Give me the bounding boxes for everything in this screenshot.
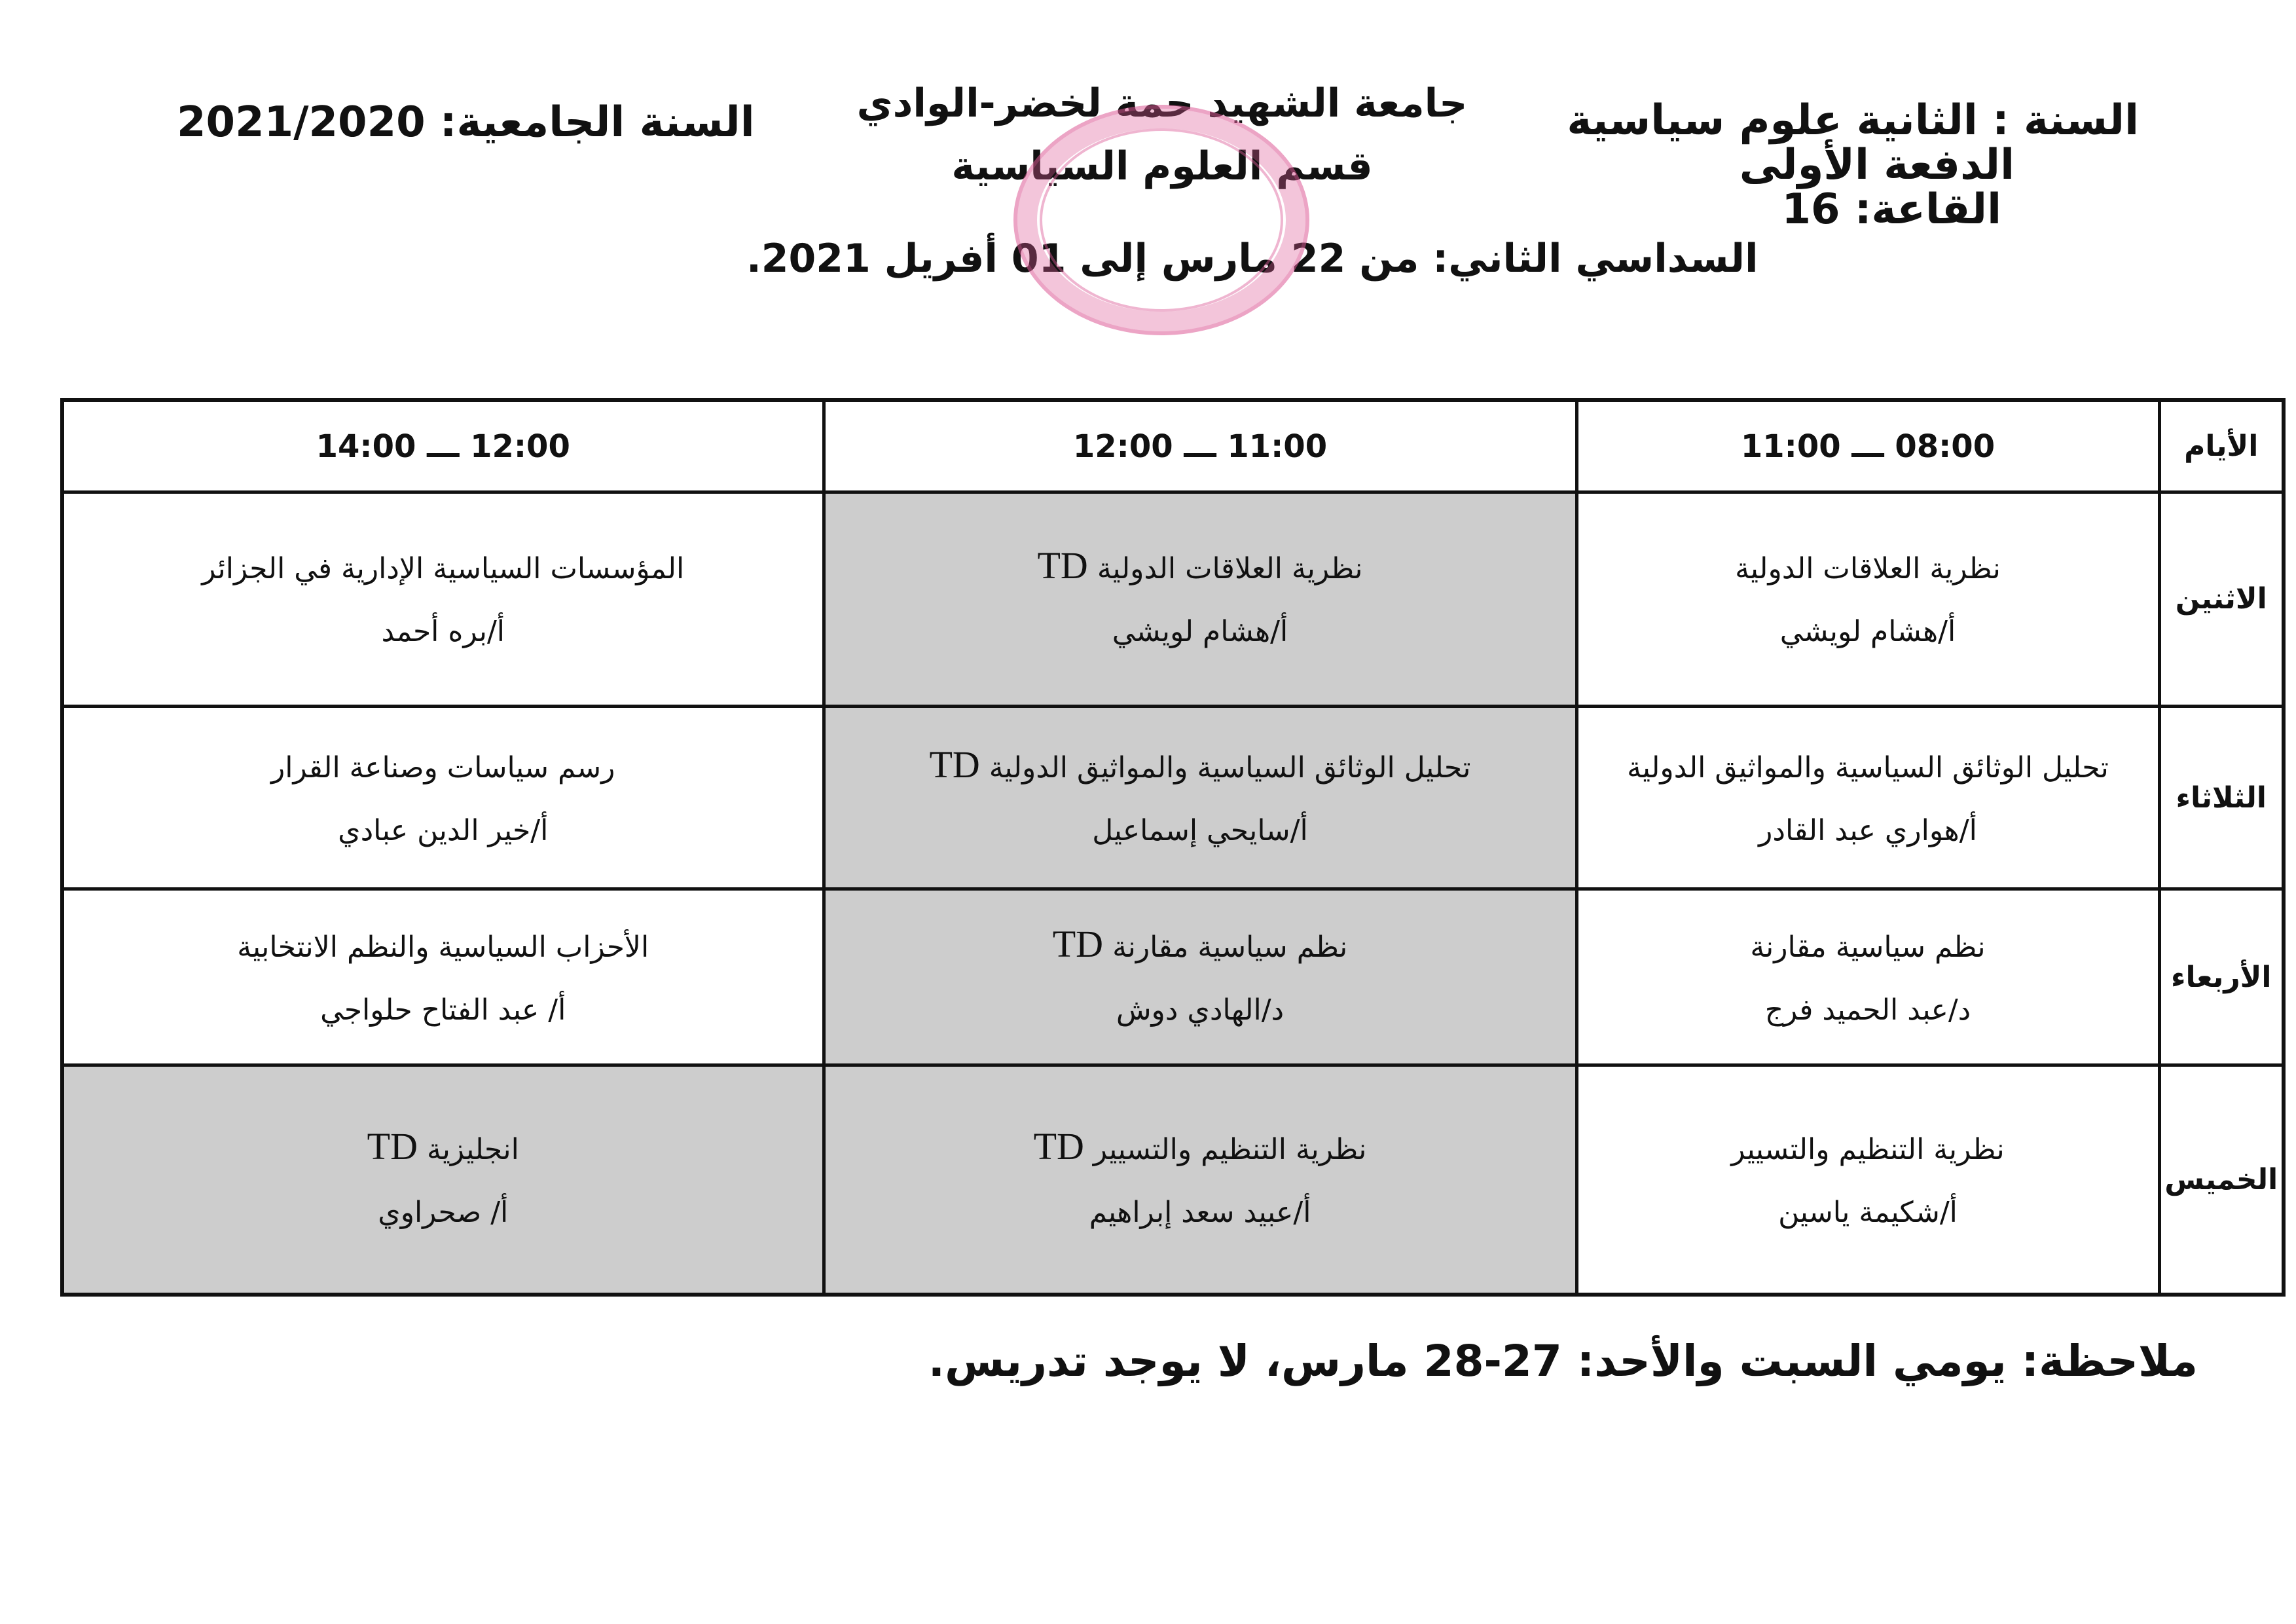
professor-name: أ/هواري عبد القادر	[1758, 813, 1977, 847]
course-cell	[824, 1065, 1576, 1295]
td-marker: TD	[929, 743, 980, 786]
professor-name: د/عبد الحميد فرج	[1764, 993, 1971, 1027]
course-name: نظرية التنظيم والتسيير	[1731, 1133, 2005, 1167]
table-header-row	[62, 400, 2284, 492]
course-name: رسم سياسات وصناعة القرار	[271, 750, 615, 784]
schedule-note: ملاحظة: يومي السبت والأحد: 27-28 مارس، لا يوجد تدريس.	[928, 1336, 2198, 1386]
semester-period: السداسي الثاني: من 22 مارس إلى 01 أفريل 2021.	[746, 236, 1758, 282]
course-name: تحليل الوثائق السياسية والمواثيق الدولية	[989, 750, 1471, 784]
column-header-days: الأيام	[2159, 400, 2284, 492]
course-name: الأحزاب السياسية والنظم الانتخابية	[237, 930, 649, 964]
course-cell	[1576, 1065, 2159, 1295]
professor-name: أ/بره أحمد	[381, 615, 505, 649]
course-cell	[62, 492, 824, 707]
course-name: انجليزية	[426, 1133, 519, 1167]
day-cell: الاثنين	[2159, 492, 2284, 707]
column-header-slot-2: 11:00 ـــ 12:00	[824, 400, 1576, 492]
room: القاعة: 16	[1781, 185, 2001, 234]
professor-name: أ/عبيد سعد إبراهيم	[1089, 1196, 1311, 1230]
course-name: المؤسسات السياسية الإدارية في الجزائر	[202, 552, 685, 586]
column-header-slot-1: 08:00 ـــ 11:00	[1576, 400, 2159, 492]
professor-name: د/الهادي دوش	[1116, 993, 1285, 1027]
table-row	[62, 889, 2284, 1065]
course-name: نظم سياسية مقارنة	[1750, 930, 1986, 964]
course-cell	[1576, 706, 2159, 889]
td-marker: TD	[1033, 1125, 1084, 1168]
official-stamp	[1013, 105, 1309, 335]
professor-name: أ/خير الدين عبادي	[338, 813, 549, 847]
course-cell	[62, 889, 824, 1065]
course-name: نظرية العلاقات الدولية	[1735, 552, 2001, 586]
professor-name: أ/هشام لويشي	[1112, 615, 1288, 649]
column-header-slot-3: 12:00 ـــ 14:00	[62, 400, 824, 492]
cohort: الدفعة الأولى	[1739, 141, 2014, 189]
course-cell	[62, 1065, 824, 1295]
course-cell	[824, 706, 1576, 889]
course-name: نظم سياسية مقارنة	[1112, 930, 1348, 964]
department-name: قسم العلوم السياسية	[951, 143, 1373, 189]
td-marker: TD	[367, 1125, 418, 1168]
day-cell: الأربعاء	[2159, 889, 2284, 1065]
day-cell: الثلاثاء	[2159, 706, 2284, 889]
professor-name: أ/هشام لويشي	[1779, 615, 1956, 649]
td-marker: TD	[1052, 922, 1104, 965]
professor-name: أ/سايحي إسماعيل	[1092, 813, 1308, 847]
course-cell	[1576, 889, 2159, 1065]
course-cell	[1576, 492, 2159, 707]
schedule-table	[60, 398, 2286, 1297]
professor-name: أ/ عبد الفتاح حلواجي	[320, 993, 566, 1027]
header-right-block	[1567, 98, 2139, 232]
course-name: تحليل الوثائق السياسية والمواثيق الدولية	[1627, 750, 2109, 784]
day-cell: الخميس	[2159, 1065, 2284, 1295]
course-name: نظرية العلاقات الدولية	[1097, 552, 1363, 586]
university-name: جامعة الشهيد حمة لخضر-الوادي	[856, 81, 1468, 126]
course-cell	[62, 706, 824, 889]
professor-name: أ/ صحراوي	[378, 1196, 509, 1230]
course-cell	[824, 492, 1576, 707]
table-row	[62, 1065, 2284, 1295]
professor-name: أ/شكيمة ياسين	[1778, 1196, 1958, 1230]
study-year: السنة : الثانية علوم سياسية	[1567, 96, 2139, 145]
table-row	[62, 706, 2284, 889]
course-cell	[824, 889, 1576, 1065]
td-marker: TD	[1037, 544, 1088, 587]
academic-year: السنة الجامعية: 2021/2020	[177, 98, 755, 147]
table-row	[62, 492, 2284, 707]
course-name: نظرية التنظيم والتسيير	[1093, 1133, 1367, 1167]
